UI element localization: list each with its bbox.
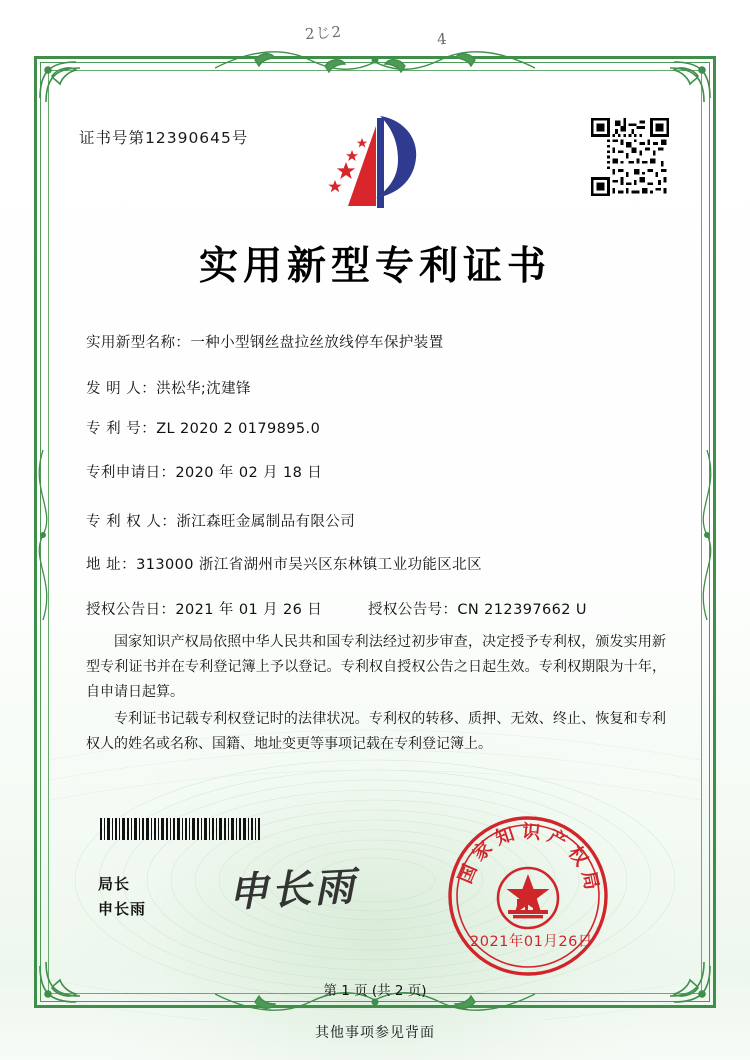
field-label: 授权公告号： [368,602,458,618]
field-label: 专利申请日： [86,465,176,481]
page-indicator: 第 1 页 (共 2 页) [323,983,427,999]
director-name-label: 申长雨 [98,900,147,918]
handwritten-mark-right: 4 [436,29,449,49]
field-value: ZL 2020 2 0179895.0 [156,421,321,437]
director-title-label: 局长 [98,875,131,893]
back-side-note: 其他事项参见背面 [315,1025,435,1041]
director-handwritten-signature: 申长雨 [227,862,359,917]
signature-label-block [98,872,146,922]
certificate-number: 证书号第12390645号 [79,129,249,147]
vine-ornament-right-icon [692,450,722,620]
field-patent-number [86,417,320,438]
page-title: 实用新型专利证书 [198,244,551,289]
field-value: 2021 年 01 月 26 日 [175,602,323,618]
field-label: 地 址： [86,557,137,573]
field-label: 专 利 号： [86,421,157,437]
field-value: CN 212397662 U [457,602,587,618]
field-address [86,553,482,574]
field-grant-publication-number [368,598,587,619]
field-value: 2020 年 02 月 18 日 [175,465,323,481]
cnipa-emblem-logo [318,110,428,218]
field-value: 313000 浙江省湖州市吴兴区东林镇工业功能区北区 [136,557,482,573]
field-label: 专 利 权 人： [86,514,177,530]
field-patentee [86,510,355,531]
official-red-seal [444,812,612,980]
qr-code [591,118,669,196]
field-label: 授权公告日： [86,602,176,618]
svg-text:国家知识产权局: 国家知识产权局 [455,821,603,898]
handwritten-mark-left: 2じ2 [304,22,343,44]
body-paragraph-2: 专利证书记载专利权登记时的法律状况。专利权的转移、质押、无效、终止、恢复和专利权人的姓名或名称、国籍、地址变更等事项记载在专利登记簿上。 [86,711,666,752]
seal-date: 2021年01月26日 [470,934,593,950]
field-application-date [86,461,322,482]
field-inventor [86,377,251,398]
field-value: 洪松华;沈建锋 [156,381,251,397]
vine-ornament-top-icon [215,46,535,86]
field-utility-model-name [86,331,444,352]
field-value: 浙江森旺金属制品有限公司 [176,514,356,530]
vine-ornament-left-icon [28,450,58,620]
body-paragraph-1: 国家知识产权局依照中华人民共和国专利法经过初步审查，决定授予专利权，颁发实用新型专利证书并在专利登记簿上予以登记。专利权自授权公告之日起生效。专利权期限为十年，自申请日起算。 [86,634,666,700]
field-label: 发 明 人： [86,381,157,397]
field-value: 一种小型钢丝盘拉丝放线停车保护装置 [190,335,444,351]
field-label: 实用新型名称： [86,335,191,351]
barcode [100,818,260,840]
field-grant-publication-date [86,598,322,619]
